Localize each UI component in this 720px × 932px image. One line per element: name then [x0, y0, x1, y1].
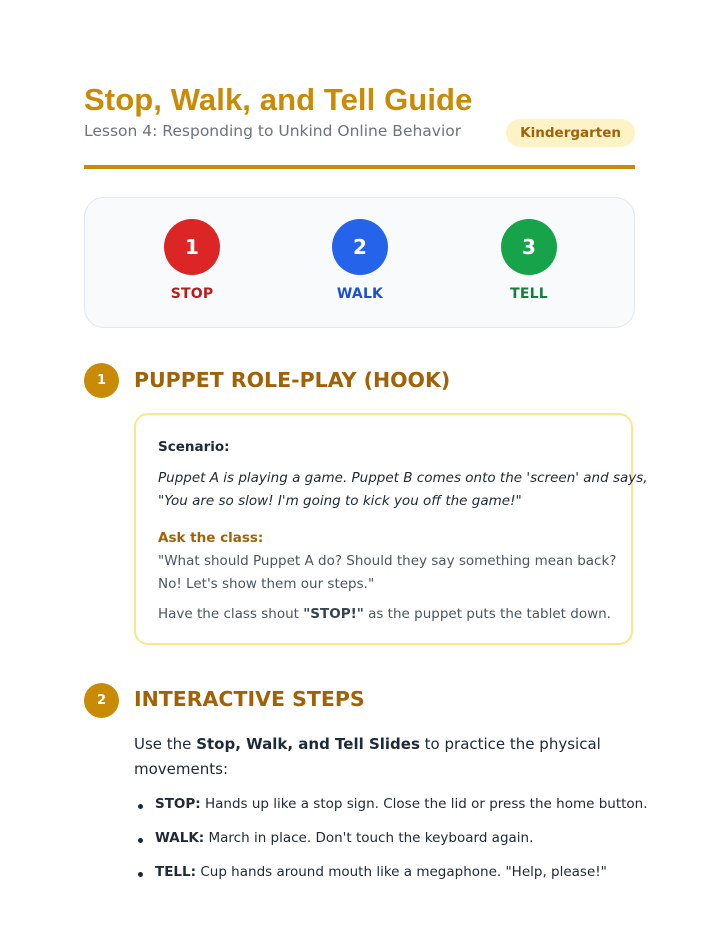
- grade-badge: Kindergarten: [506, 119, 635, 147]
- steps-intro-text-line2: movements:: [134, 760, 228, 778]
- step-stop: [132, 219, 252, 302]
- slides-reference: Stop, Walk, and Tell Slides: [196, 735, 420, 753]
- bullet-label: STOP:: [155, 796, 201, 812]
- bullet-label: TELL:: [155, 864, 197, 880]
- list-item: [134, 830, 633, 864]
- step-tell: [469, 219, 589, 302]
- section-title: PUPPET ROLE-PLAY (HOOK): [134, 368, 451, 392]
- section-number-badge: 1: [84, 363, 119, 398]
- scenario-label: Scenario:: [158, 439, 230, 455]
- bullet-text: March in place. Don't touch the keyboard again.: [204, 830, 534, 846]
- step-number-circle: 3: [501, 219, 557, 275]
- shout-text-post: as the puppet puts the tablet down.: [363, 606, 611, 622]
- bullet-label: WALK:: [155, 830, 205, 846]
- list-item: [134, 796, 648, 830]
- steps-overview-panel: [84, 197, 635, 328]
- scenario-text-line: Puppet A is playing a game. Puppet B comes onto the 'screen' and says,: [158, 470, 648, 486]
- ask-class-text-line: No! Let's show them our steps.": [158, 576, 375, 592]
- step-label: TELL: [510, 286, 548, 302]
- lesson-subtitle: Lesson 4: Responding to Unkind Online Behavior: [84, 122, 462, 140]
- list-item: [134, 864, 633, 898]
- ask-class-text-line: "What should Puppet A do? Should they say something mean back?: [158, 553, 617, 569]
- step-number-circle: 1: [164, 219, 220, 275]
- bullet-text: Cup hands around mouth like a megaphone. "Help, please!": [196, 864, 607, 880]
- step-walk: [300, 219, 420, 302]
- movement-list: [134, 796, 648, 898]
- shout-word: "STOP!": [303, 606, 364, 622]
- steps-intro-text: [134, 735, 601, 753]
- page-title: Stop, Walk, and Tell Guide: [84, 82, 473, 117]
- step-label: STOP: [170, 286, 214, 302]
- section-number-badge: 2: [84, 683, 119, 718]
- shout-text-pre: Have the class shout: [158, 606, 304, 622]
- header-divider: [84, 165, 635, 169]
- scenario-text-line: "You are so slow! I'm going to kick you off the game!": [158, 493, 522, 509]
- bullet-text: Hands up like a stop sign. Close the lid or press the home button.: [200, 796, 648, 812]
- section-title: INTERACTIVE STEPS: [134, 687, 365, 711]
- intro-text-pre: Use the: [134, 735, 197, 753]
- intro-text-post: to practice the physical: [419, 735, 601, 753]
- shout-instruction: [158, 606, 611, 622]
- step-label: WALK: [336, 286, 384, 302]
- ask-class-label: Ask the class:: [158, 530, 264, 546]
- scenario-card: [134, 413, 648, 645]
- step-number-circle: 2: [332, 219, 388, 275]
